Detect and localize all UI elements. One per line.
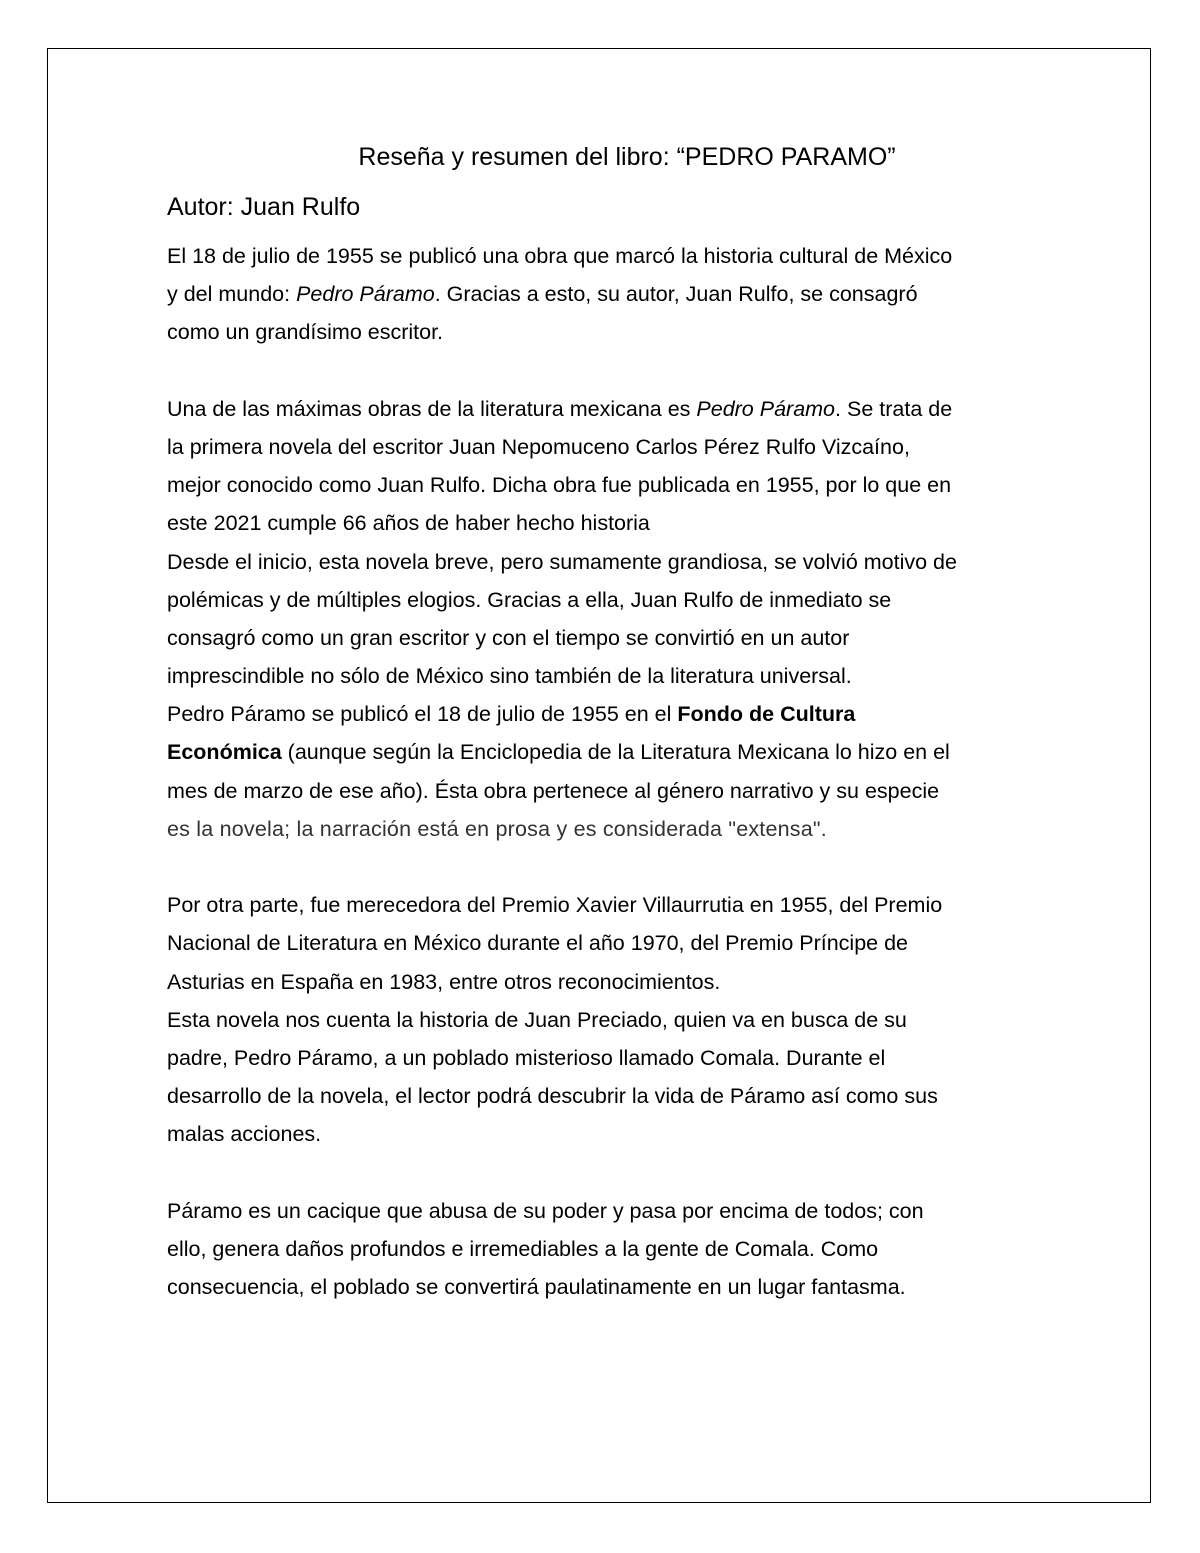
text-line: [167, 695, 1047, 733]
text-line: malas acciones.: [167, 1122, 322, 1147]
document-author: Autor: Juan Rulfo: [167, 193, 361, 221]
paragraph-intro: [167, 237, 1047, 352]
text-line: es la novela; la narración está en prosa y es considerada "extensa".: [167, 816, 827, 841]
document-title: Reseña y resumen del libro: “PEDRO PARAMO”: [358, 143, 896, 171]
text-span: Pedro Páramo se publicó el 18 de julio de 1955 en el: [167, 702, 678, 727]
paragraph-spacer: [167, 1154, 1047, 1192]
text-line: Por otra parte, fue merecedora del Premio Xavier Villaurrutia en 1955, del Premio: [167, 893, 943, 918]
text-line: [167, 733, 1047, 771]
text-line: El 18 de julio de 1955 se publicó una obra que marcó la historia cultural de México: [167, 244, 953, 268]
text-span: (aunque según la Enciclopedia de la Literatura Mexicana lo hizo en el: [281, 740, 950, 765]
text-line: Nacional de Literatura en México durante el año 1970, del Premio Príncipe de: [167, 931, 909, 956]
paragraph-awards: [167, 886, 1047, 1153]
paragraph-overview: [167, 390, 1047, 848]
text-line: [167, 390, 1047, 428]
text-line: polémicas y de múltiples elogios. Gracias a ella, Juan Rulfo de inmediato se: [167, 587, 892, 612]
text-line: consagró como un gran escritor y con el tiempo se convirtió en un autor: [167, 625, 850, 650]
text-span: y del mundo:: [167, 282, 297, 307]
text-line: padre, Pedro Páramo, a un poblado misterioso llamado Comala. Durante el: [167, 1045, 886, 1070]
text-line: Asturias en España en 1983, entre otros reconocimientos.: [167, 969, 721, 994]
publisher-bold: Fondo de Cultura: [677, 702, 856, 727]
text-line: Desde el inicio, esta novela breve, pero sumamente grandiosa, se volvió motivo de: [167, 549, 957, 574]
paragraph-spacer: [167, 352, 1047, 390]
paragraph-spacer: [167, 848, 1047, 886]
paragraph-conclusion: [167, 1192, 1047, 1307]
text-span: . Gracias a esto, su autor, Juan Rulfo, se consagró: [434, 282, 918, 307]
text-line: mejor conocido como Juan Rulfo. Dicha obra fue publicada en 1955, por lo que en: [167, 473, 952, 498]
book-title-italic: Pedro Páramo: [696, 396, 836, 421]
book-title-italic: Pedro Páramo: [296, 282, 435, 307]
text-span: . Se trata de: [835, 396, 953, 421]
text-line: este 2021 cumple 66 años de haber hecho historia: [167, 511, 650, 536]
text-line: como un grandísimo escritor.: [167, 320, 444, 345]
document-body: [167, 137, 1047, 1306]
text-line: imprescindible no sólo de México sino también de la literatura universal.: [167, 664, 852, 689]
text-line: Esta novela nos cuenta la historia de Juan Preciado, quien va en busca de su: [167, 1007, 907, 1032]
text-span: Una de las máximas obras de la literatura mexicana es: [167, 396, 697, 421]
text-line: mes de marzo de ese año). Ésta obra pertenece al género narrativo y su especie: [167, 778, 940, 803]
text-line: Páramo es un cacique que abusa de su poder y pasa por encima de todos; con: [167, 1198, 924, 1223]
text-line: consecuencia, el poblado se convertirá paulatinamente en un lugar fantasma.: [167, 1275, 906, 1300]
text-line: desarrollo de la novela, el lector podrá descubrir la vida de Páramo así como sus: [167, 1084, 938, 1109]
text-line: [167, 275, 1047, 313]
publisher-bold: Económica: [167, 740, 282, 765]
text-line: ello, genera daños profundos e irremediables a la gente de Comala. Como: [167, 1236, 879, 1261]
text-line: la primera novela del escritor Juan Nepomuceno Carlos Pérez Rulfo Vizcaíno,: [167, 434, 910, 459]
